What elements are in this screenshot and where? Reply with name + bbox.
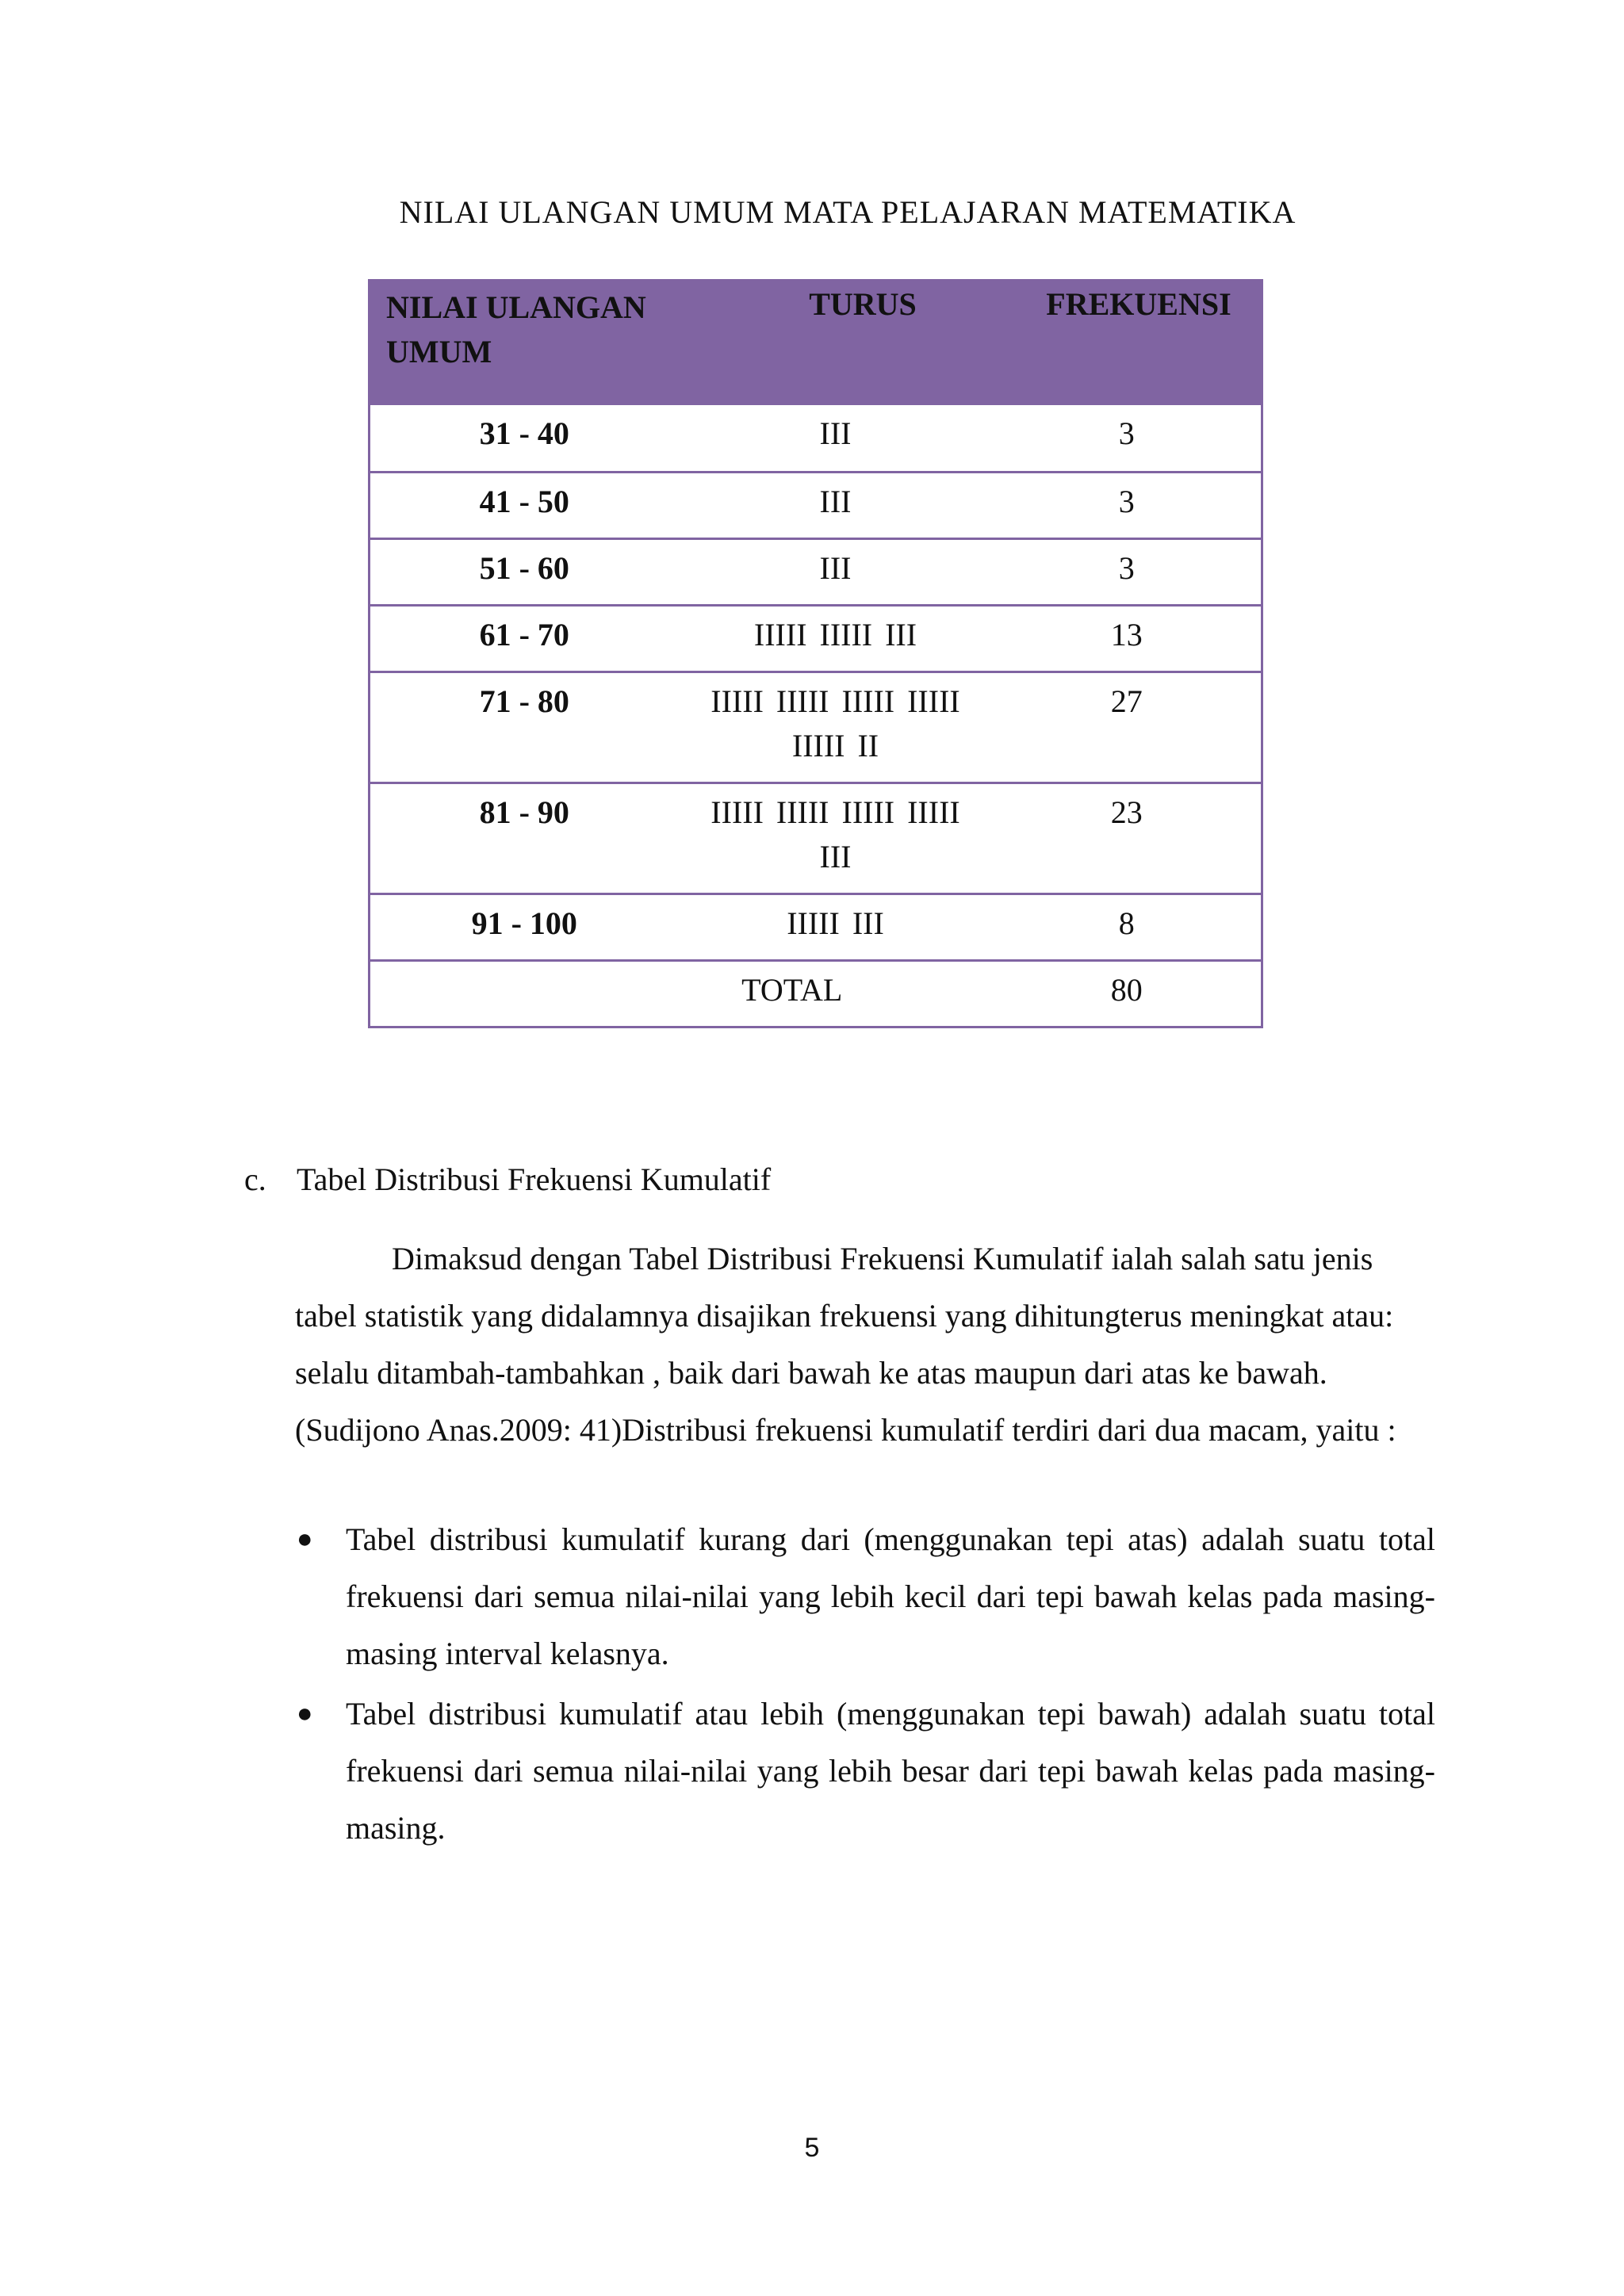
table-total-row (370, 960, 1262, 1027)
list-item-text: Tabel distribusi kumulatif kurang dari (menggunakan tepi atas) adalah suatu total frekuensi dari semua nilai-nilai yang lebih kecil dari tepi bawah kelas pada masing-masing interval kelasnya. (346, 1521, 1435, 1671)
table-row (370, 672, 1262, 783)
section-letter: c. (244, 1161, 266, 1197)
cell-frequency: 3 (993, 405, 1262, 472)
list-item (293, 1511, 1435, 1682)
section-title: Tabel Distribusi Frekuensi Kumulatif (297, 1161, 772, 1197)
page-number: 5 (804, 2133, 820, 2163)
cell-tally: IIIII IIIII IIIII IIIII IIIII II (679, 672, 993, 783)
header-frekuensi: FREKUENSI (993, 279, 1262, 405)
cell-tally: IIIII III (679, 894, 993, 960)
total-value: 80 (993, 960, 1262, 1027)
cell-frequency: 27 (993, 672, 1262, 783)
cell-frequency: 3 (993, 538, 1262, 605)
table-row (370, 605, 1262, 672)
cell-tally: III (679, 472, 993, 538)
table-row (370, 405, 1262, 472)
cell-range: 41 - 50 (370, 472, 679, 538)
cell-frequency: 23 (993, 783, 1262, 894)
cell-range: 61 - 70 (370, 605, 679, 672)
total-label: TOTAL (370, 960, 993, 1027)
cell-tally: III (679, 538, 993, 605)
table-row (370, 783, 1262, 894)
table-row (370, 538, 1262, 605)
cell-range: 91 - 100 (370, 894, 679, 960)
bullet-icon: ● (297, 1699, 313, 1728)
bullet-list (293, 1511, 1435, 1860)
cell-tally: III (679, 405, 993, 472)
cell-range: 51 - 60 (370, 538, 679, 605)
list-item (293, 1686, 1435, 1857)
cell-frequency: 8 (993, 894, 1262, 960)
cell-range: 31 - 40 (370, 405, 679, 472)
cell-tally: IIIII IIIII IIIII IIIII III (679, 783, 993, 894)
frequency-table (368, 279, 1263, 1028)
body-paragraph: Dimaksud dengan Tabel Distribusi Frekuensi Kumulatif ialah salah satu jenis tabel statistik yang didalamnya disajikan frekuensi yang dihitungterus meningkat atau: selalu ditambah-tambahkan , baik dari bawah ke atas maupun dari atas ke bawah. (Sudijono Anas.2009: 41)Distribusi frekuensi kumulatif terdiri dari dua macam, yaitu : (295, 1241, 1396, 1448)
cell-range: 81 - 90 (370, 783, 679, 894)
header-nilai: NILAI ULANGAN UMUM (370, 279, 679, 405)
section-heading (244, 1161, 771, 1198)
cell-frequency: 13 (993, 605, 1262, 672)
cell-range: 71 - 80 (370, 672, 679, 783)
cell-frequency: 3 (993, 472, 1262, 538)
list-item-text: Tabel distribusi kumulatif atau lebih (menggunakan tepi bawah) adalah suatu total frekuensi dari semua nilai-nilai yang lebih besar dari tepi bawah kelas pada masing-masing. (346, 1696, 1435, 1846)
cell-tally: IIIII IIIII III (679, 605, 993, 672)
table-row (370, 472, 1262, 538)
table-row (370, 894, 1262, 960)
bullet-icon: ● (297, 1525, 313, 1554)
table-title: NILAI ULANGAN UMUM MATA PELAJARAN MATEMATIKA (399, 194, 1297, 230)
table-header-row (370, 279, 1262, 405)
header-turus: TURUS (679, 279, 993, 405)
